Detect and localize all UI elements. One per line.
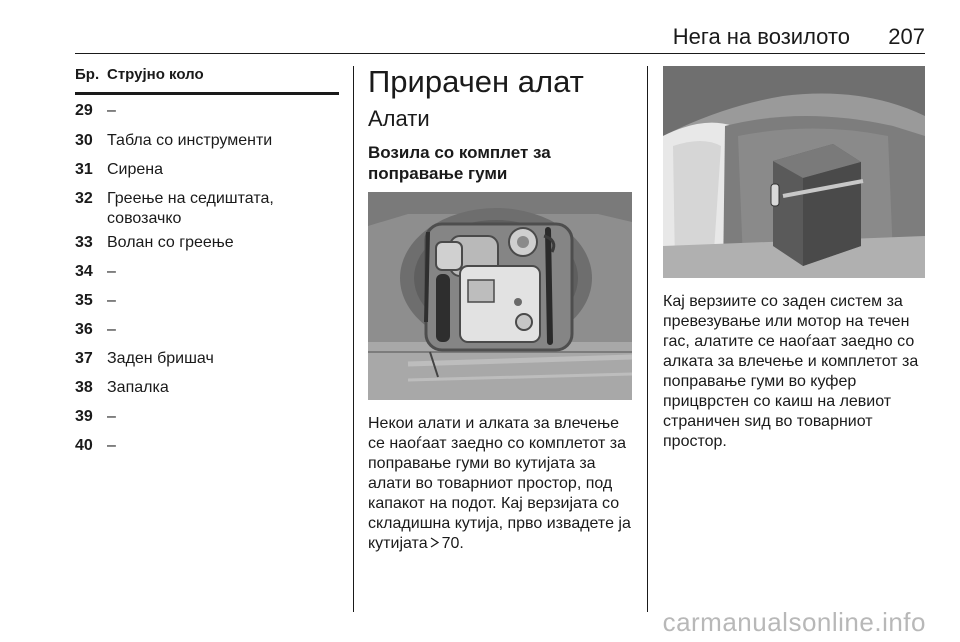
fuse-number: 31	[75, 161, 93, 178]
fuse-circuit: –	[107, 102, 116, 119]
fuse-circuit: Волан со греење	[107, 234, 234, 251]
text-line: капакот на подот. Кај верзијата со	[368, 495, 620, 512]
page-number: 207	[888, 24, 925, 49]
text-line: Некои алати и алката за влечење	[368, 415, 620, 432]
subheading-line: Возила со комплет за	[368, 143, 551, 162]
footer-watermark: carmanualsonline.info	[662, 607, 926, 637]
fuse-circuit: Запалка	[107, 379, 169, 396]
column-divider-right	[647, 66, 648, 612]
text-fragment: кутијата	[368, 535, 428, 552]
fuse-circuit: –	[107, 263, 116, 280]
column-divider-left	[353, 66, 354, 612]
fuse-number: 39	[75, 408, 93, 425]
text-line: превезување или мотор на течен	[663, 313, 910, 330]
fuse-circuit: Сирена	[107, 161, 164, 178]
fuse-circuit: Табла со инструменти	[107, 132, 273, 149]
fuse-circuit: –	[107, 321, 116, 338]
header-rule	[75, 53, 925, 54]
text-line	[368, 534, 636, 554]
fuse-circuit	[107, 189, 339, 229]
subheading-line: поправање гуми	[368, 164, 508, 183]
fuse-col-circuit-header: Струјно коло	[107, 66, 204, 83]
fuse-circuit: –	[107, 437, 116, 454]
fuse-circuit: –	[107, 408, 116, 425]
fuse-number: 32	[75, 190, 93, 207]
tool-case-photo	[663, 66, 925, 278]
subheading	[368, 142, 633, 184]
tool-case-paragraph	[663, 292, 931, 452]
tire-repair-kit-photo	[368, 192, 632, 400]
text-line: алката за влечење и комплетот за	[663, 353, 919, 370]
fuse-number: 29	[75, 102, 93, 119]
text-line: се наоѓаат заедно со комплетот за	[368, 435, 626, 452]
tire-repair-kit-illustration	[368, 192, 632, 400]
fuse-circuit: Заден бришач	[107, 350, 214, 367]
fuse-number: 40	[75, 437, 93, 454]
fuse-number: 33	[75, 234, 93, 251]
fuse-number: 30	[75, 132, 93, 149]
subsection-title: Алати	[368, 106, 430, 131]
fuse-number: 36	[75, 321, 93, 338]
fuse-circuit-line: совозачко	[107, 210, 182, 227]
text-line: алати во товарниот простор, под	[368, 475, 613, 492]
text-line: страничен ѕид во товарниот	[663, 413, 873, 430]
fuse-circuit-line: Греење на седиштата,	[107, 190, 274, 207]
fuse-number: 34	[75, 263, 93, 280]
page-reference-link[interactable]: 70.	[441, 535, 464, 552]
text-line: простор.	[663, 433, 727, 450]
text-line: прицврстен со каиш на левиот	[663, 393, 892, 410]
text-line: гас, алатите се наоѓаат заедно со	[663, 333, 915, 350]
section-title: Прирачен алат	[368, 64, 584, 99]
text-line: поправање гуми во кутијата за	[368, 455, 596, 472]
fuse-table-header	[75, 66, 339, 95]
fuse-number: 37	[75, 350, 93, 367]
fuse-circuit: –	[107, 292, 116, 309]
text-line: Кај верзиите со заден систем за	[663, 293, 903, 310]
running-header-title: Нега на возилото	[672, 24, 850, 49]
text-line: складишна кутија, прво извадете ја	[368, 515, 631, 532]
fuse-number: 38	[75, 379, 93, 396]
text-line: поправање гуми во куфер	[663, 373, 857, 390]
tool-case-illustration	[663, 66, 925, 278]
page-reference-arrow-icon	[430, 534, 439, 554]
tool-location-paragraph	[368, 414, 636, 554]
fuse-number: 35	[75, 292, 93, 309]
fuse-col-number-header: Бр.	[75, 66, 100, 83]
